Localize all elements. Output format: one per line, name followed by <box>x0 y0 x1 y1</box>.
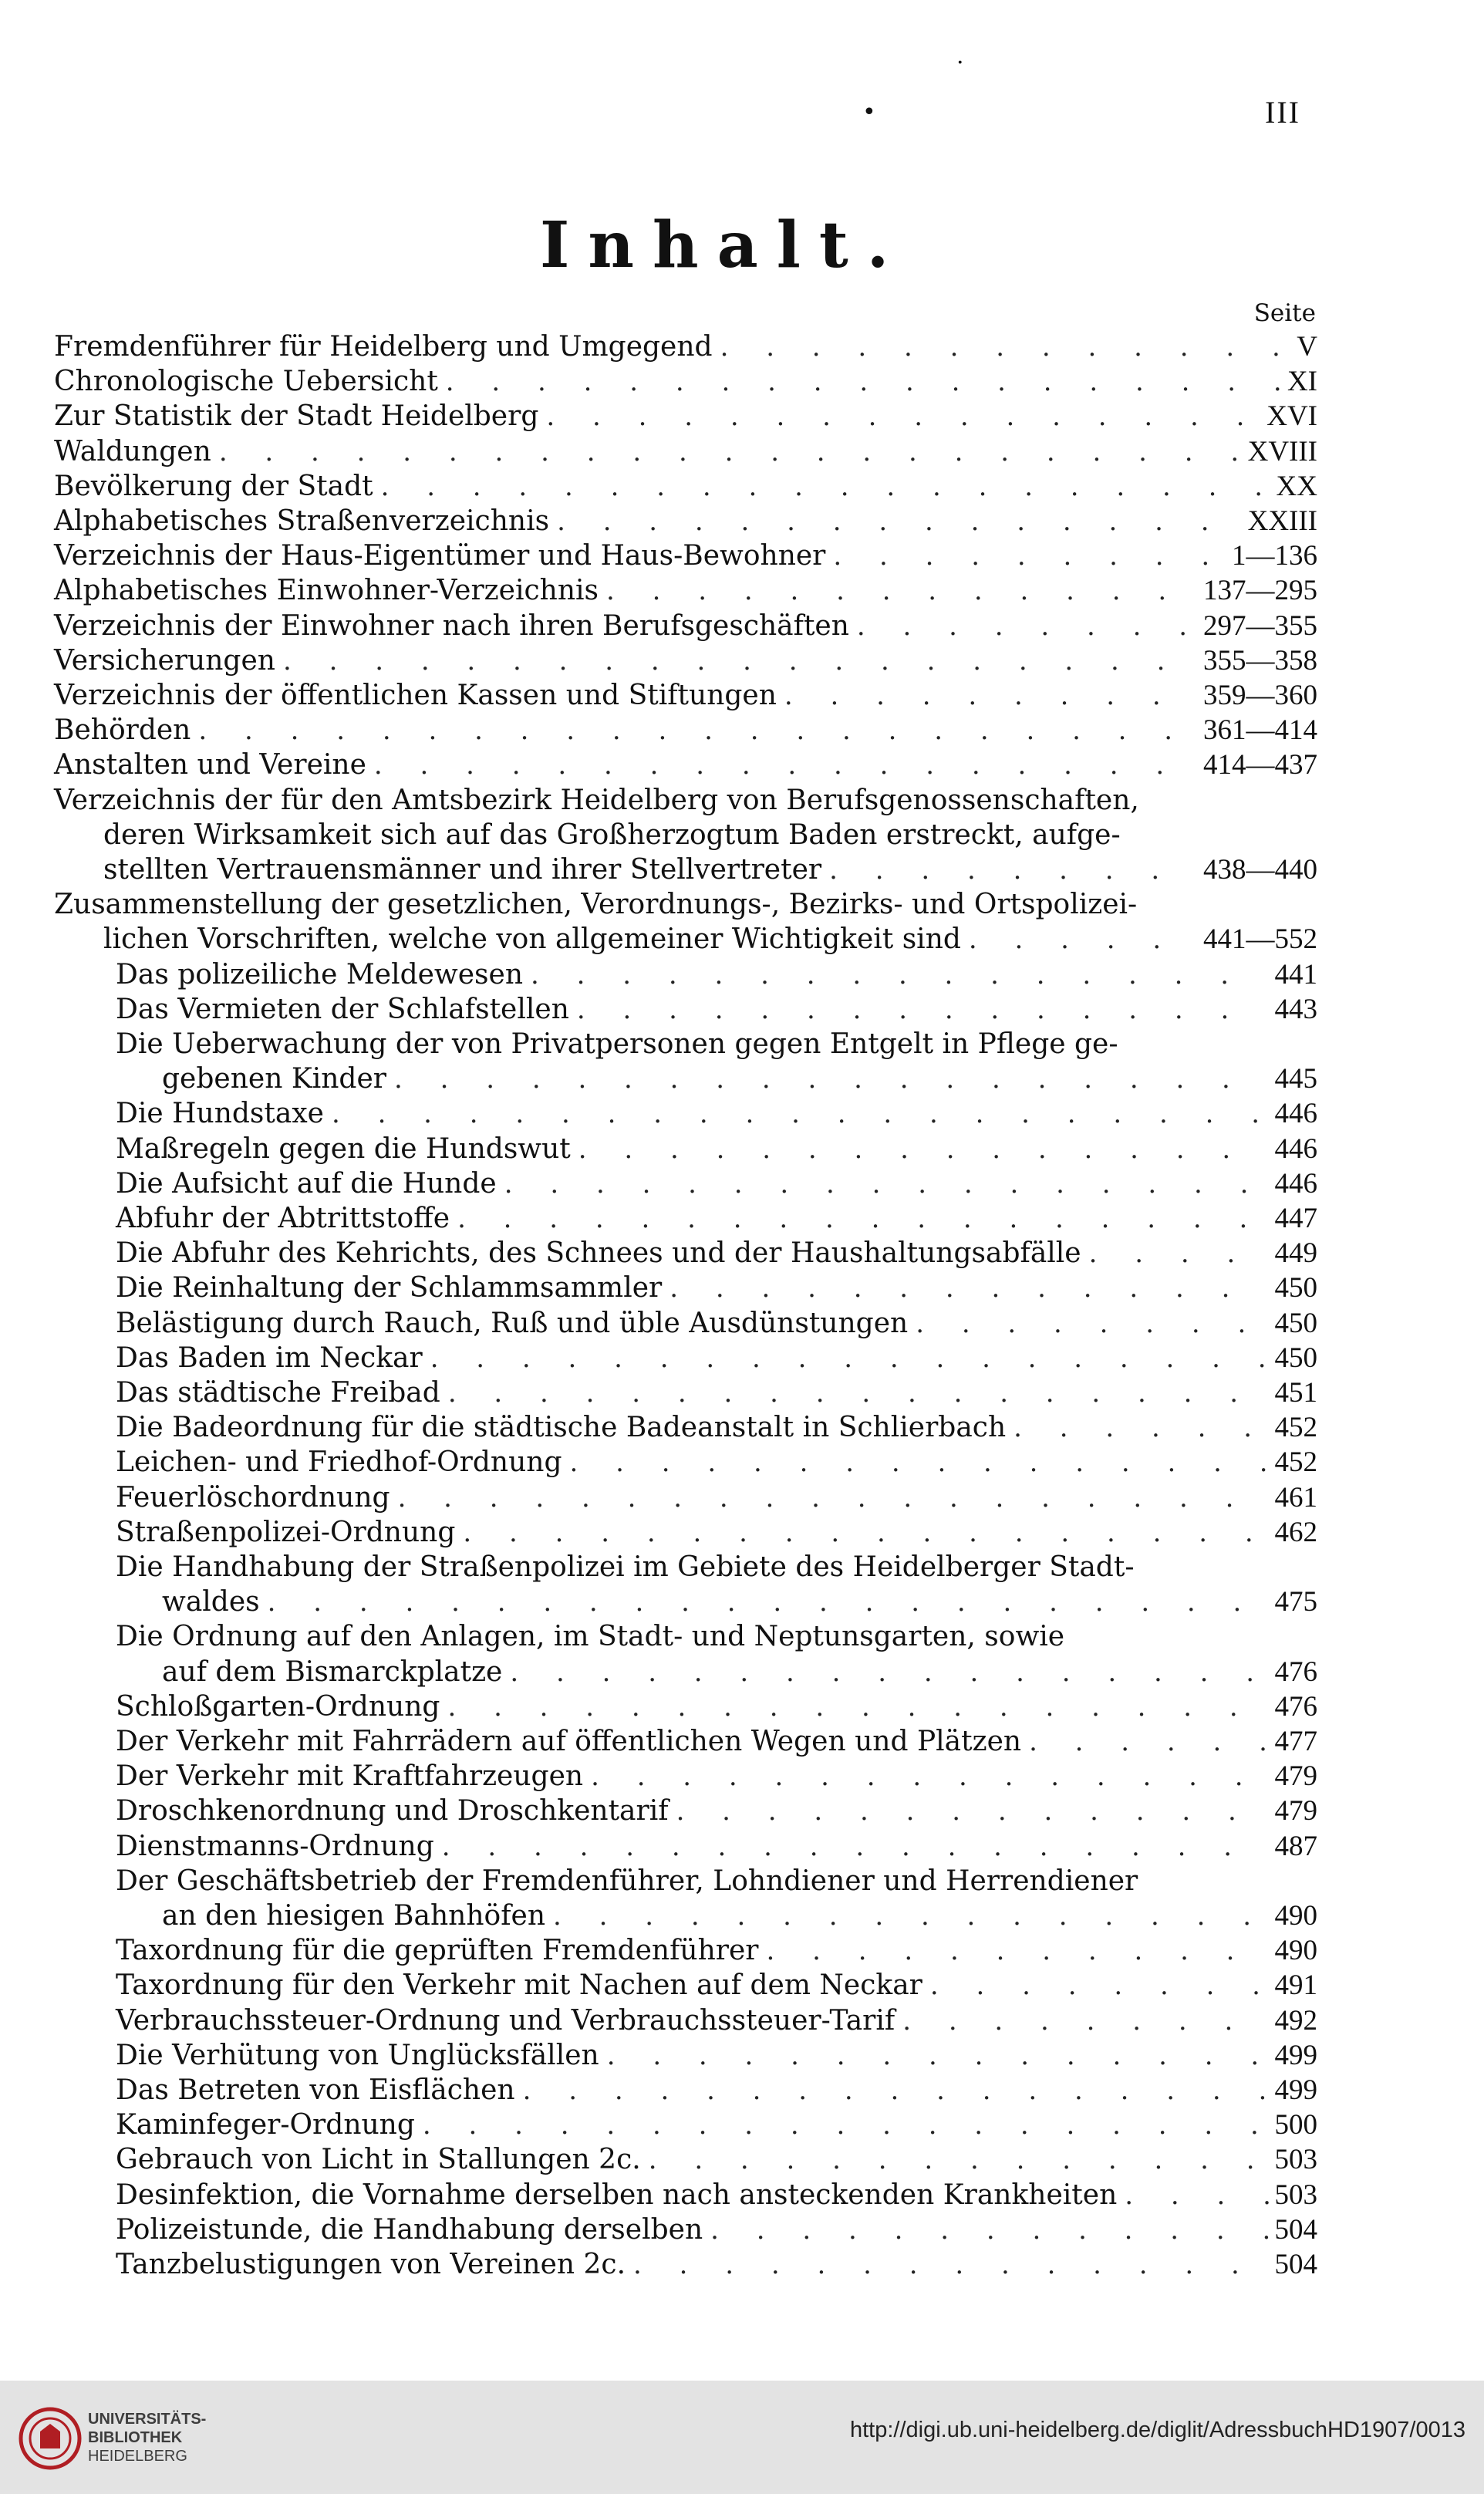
dot-leader <box>423 2108 1269 2142</box>
dot-leader <box>510 1655 1268 1689</box>
dot-leader <box>607 2039 1269 2073</box>
toc-entry <box>103 818 1317 852</box>
toc-entry-title: lichen Vorschriften, welche von allgemeiner Wichtigkeit sind <box>103 923 961 956</box>
page-column-label: Seite <box>1253 299 1316 327</box>
toc-entry <box>116 1202 1317 1236</box>
toc-entry-page: 1—136 <box>1232 540 1317 572</box>
toc-entry-title: an den hiesigen Bahnhöfen <box>162 1900 546 1932</box>
dot-leader <box>784 679 1197 713</box>
dot-leader <box>1145 1865 1304 1898</box>
dot-leader <box>457 1202 1268 1236</box>
toc-entry-page: 297—355 <box>1203 609 1317 642</box>
toc-entry <box>116 1307 1317 1341</box>
toc-entry <box>116 2039 1317 2073</box>
toc-entry <box>116 1271 1317 1305</box>
toc-entry-title: Der Verkehr mit Kraftfahrzeugen <box>116 1760 584 1793</box>
toc-entry-title: Die Hundstaxe <box>116 1098 324 1130</box>
toc-entry-page: 361—414 <box>1203 714 1317 747</box>
toc-entry-title: Tanzbelustigungen von Vereinen 2c. <box>116 2249 626 2280</box>
dot-leader <box>531 958 1268 992</box>
toc-entry-title: Die Ueberwachung der von Privatpersonen gegen Entgelt in Pflege ge- <box>116 1028 1118 1060</box>
toc-entry <box>116 1794 1317 1828</box>
dot-leader <box>504 1167 1269 1201</box>
toc-entry-page: 452 <box>1274 1412 1317 1444</box>
dot-leader <box>829 853 1197 887</box>
toc-entry <box>116 1934 1317 1968</box>
toc-entry-page: 499 <box>1274 2039 1317 2071</box>
toc-entry <box>54 714 1317 748</box>
logo-line: HEIDELBERG <box>88 2448 187 2465</box>
toc-entry <box>116 1725 1317 1759</box>
toc-entry-page: 137—295 <box>1203 575 1317 607</box>
dot-leader <box>930 1969 1269 2003</box>
toc-entry-title: Fremdenführer für Heidelberg und Umgegend <box>54 331 713 363</box>
toc-entry-title: Die Reinhaltung der Schlammsammler <box>116 1272 663 1304</box>
toc-entry-title: Desinfektion, die Vornahme derselben nach ansteckenden Krankheiten <box>116 2178 1118 2211</box>
toc-entry-title: Zur Statistik der Stadt Heidelberg <box>54 400 539 433</box>
dot-leader <box>578 1132 1269 1166</box>
toc-entry-title: Verzeichnis der für den Amtsbezirk Heidelberg von Berufsgenossenschaften, <box>54 784 1139 816</box>
toc-entry-title: Behörden <box>54 714 191 747</box>
toc-entry-title: Droschkenordnung und Droschkentarif <box>116 1795 669 1827</box>
toc-entry-title: Anstalten und Vereine <box>54 749 366 781</box>
toc-entry-page: 462 <box>1274 1516 1317 1548</box>
toc-entry-title: Die Handhabung der Straßenpolizei im Gebiete des Heidelberger Stadt- <box>116 1551 1135 1583</box>
dot-leader <box>448 1376 1269 1410</box>
toc-entry <box>116 1132 1317 1166</box>
toc-entry <box>116 1028 1317 1061</box>
toc-entry-title: Kaminfeger-Ordnung <box>116 2109 415 2141</box>
toc-entry-title: Das polizeiliche Meldewesen <box>116 958 524 991</box>
dot-leader <box>523 2074 1269 2108</box>
toc-entry-page: 441 <box>1274 958 1317 991</box>
toc-entry-title: Die Badeordnung für die städtische Badeanstalt in Schlierbach <box>116 1412 1007 1444</box>
dot-leader <box>1147 784 1304 818</box>
toc-entry-title: Bevölkerung der Stadt <box>54 470 373 502</box>
page-title: Inhalt. <box>540 208 908 282</box>
toc-entry <box>54 888 1317 922</box>
toc-entry-page: 452 <box>1274 1446 1317 1479</box>
toc-entry-title: Der Verkehr mit Fahrrädern auf öffentlichen Wegen und Plätzen <box>116 1726 1022 1757</box>
toc-entry-page: 499 <box>1274 2074 1317 2106</box>
toc-entry-page: 450 <box>1274 1341 1317 1374</box>
toc-entry <box>116 1167 1317 1201</box>
toc-entry-title: Das Vermieten der Schlafstellen <box>116 993 569 1025</box>
toc-entry-page: 504 <box>1274 2249 1317 2280</box>
toc-entry-page: 446 <box>1274 1167 1317 1200</box>
toc-entry <box>116 1620 1317 1654</box>
dot-leader <box>1128 818 1304 852</box>
toc-entry <box>54 574 1317 608</box>
toc-entry-page: 491 <box>1274 1969 1317 2002</box>
toc-entry-page: 447 <box>1274 1203 1317 1234</box>
dot-leader <box>833 539 1226 573</box>
toc-entry <box>162 1899 1317 1933</box>
toc-entry-title: Polizeistunde, die Handhabung derselben <box>116 2213 703 2246</box>
dot-leader <box>649 2143 1269 2177</box>
toc-entry-page: 479 <box>1274 1760 1317 1793</box>
toc-entry-page: 450 <box>1274 1272 1317 1304</box>
toc-entry <box>116 2178 1317 2212</box>
logo-line: BIBLIOTHEK <box>88 2429 183 2446</box>
toc-entry <box>54 400 1317 434</box>
toc-entry <box>116 1481 1317 1515</box>
toc-entry-page: 487 <box>1274 1830 1317 1862</box>
toc-entry <box>116 1341 1317 1375</box>
toc-entry-title: deren Wirksamkeit sich auf das Großherzogtum Baden erstreckt, aufge- <box>103 818 1121 851</box>
toc-entry <box>54 644 1317 678</box>
toc-entry <box>54 435 1317 469</box>
toc-entry-page: XXIII <box>1247 505 1317 537</box>
dot-leader <box>1142 1551 1304 1584</box>
dot-leader <box>219 435 1242 469</box>
toc-entry-title: Taxordnung für die geprüften Fremdenführer <box>116 1935 759 1967</box>
toc-entry-page: 451 <box>1274 1377 1317 1409</box>
toc-entry-title: Die Abfuhr des Kehrichts, des Schnees und der Haushaltungsabfälle <box>116 1237 1081 1270</box>
dot-leader <box>553 1899 1268 1933</box>
dot-leader <box>902 2004 1268 2038</box>
toc-entry <box>116 1376 1317 1410</box>
toc-entry <box>54 470 1317 504</box>
dot-leader <box>606 574 1197 608</box>
toc-entry-page: XX <box>1276 470 1317 502</box>
speck-mark: • <box>862 99 876 126</box>
toc-entry <box>54 679 1317 713</box>
toc-entry-title: Feuerlöschordnung <box>116 1481 390 1514</box>
toc-entry-title: Verzeichnis der Einwohner nach ihren Berufsgeschäften <box>54 609 849 642</box>
dot-leader <box>283 644 1197 678</box>
dot-leader <box>570 1446 1269 1480</box>
toc-entry-title: Abfuhr der Abtrittstoffe <box>116 1203 450 1234</box>
toc-entry-title: Verzeichnis der öffentlichen Kassen und Stiftungen <box>54 680 777 711</box>
library-logo-text <box>88 2410 206 2465</box>
toc-entry-title: Alphabetisches Straßenverzeichnis <box>54 505 550 537</box>
toc-entry-title: Dienstmanns-Ordnung <box>116 1830 434 1862</box>
dot-leader <box>374 748 1197 782</box>
toc-entry <box>116 2074 1317 2108</box>
dot-leader <box>381 470 1270 504</box>
toc-entry <box>116 1690 1317 1724</box>
toc-entry-title: Maßregeln gegen die Hundswut <box>116 1132 571 1165</box>
toc-entry-title: waldes <box>162 1586 260 1618</box>
dot-leader <box>591 1760 1268 1794</box>
toc-entry-title: Verbrauchssteuer-Ordnung und Verbrauchssteuer-Tarif <box>116 2004 895 2037</box>
toc-entry <box>103 853 1317 887</box>
dot-leader <box>398 1481 1269 1515</box>
toc-entry-title: Belästigung durch Rauch, Ruß und üble Ausdünstungen <box>116 1307 909 1339</box>
toc-entry <box>54 609 1317 643</box>
dot-leader <box>332 1097 1269 1131</box>
dot-leader <box>268 1585 1269 1619</box>
source-url-link[interactable]: http://digi.ub.uni-heidelberg.de/diglit/AdressbuchHD1907/0013 <box>849 2418 1465 2442</box>
toc-entry <box>116 2143 1317 2177</box>
dot-leader <box>447 1690 1268 1724</box>
toc-entry-page: 477 <box>1274 1726 1317 1757</box>
toc-entry <box>54 365 1317 399</box>
toc-entry <box>162 1655 1317 1689</box>
speck-mark: · <box>956 49 964 76</box>
toc-entry <box>116 1830 1317 1864</box>
dot-leader <box>198 714 1197 748</box>
toc-entry-page: 504 <box>1274 2213 1317 2246</box>
dot-leader <box>557 505 1242 538</box>
toc-entry-page: XI <box>1287 366 1317 398</box>
toc-entry-page: 503 <box>1274 2144 1317 2176</box>
toc-entry-page: 446 <box>1274 1132 1317 1165</box>
dot-leader <box>669 1271 1268 1305</box>
dot-leader <box>1089 1237 1269 1271</box>
toc-entry <box>103 923 1317 957</box>
toc-entry <box>116 1551 1317 1584</box>
toc-entry-page: 490 <box>1274 1900 1317 1932</box>
toc-entry-page: 461 <box>1274 1481 1317 1514</box>
toc-entry-title: stellten Vertrauensmänner und ihrer Stellvertreter <box>103 854 822 886</box>
toc-entry <box>54 784 1317 818</box>
toc-entry-title: Chronologische Uebersicht <box>54 366 438 398</box>
toc-entry-title: Das Betreten von Eisflächen <box>116 2074 515 2106</box>
toc-entry <box>116 1411 1317 1445</box>
toc-entry-page: 492 <box>1274 2004 1317 2037</box>
dot-leader <box>1125 2178 1268 2212</box>
toc-entry <box>116 1516 1317 1550</box>
toc-entry-title: gebenen Kinder <box>162 1063 386 1095</box>
page-number: III <box>1265 95 1300 130</box>
toc-entry <box>116 993 1317 1027</box>
toc-entry-title: Schloßgarten-Ordnung <box>116 1690 440 1723</box>
dot-leader <box>463 1516 1268 1550</box>
toc-entry-page: XVIII <box>1247 435 1317 467</box>
dot-leader <box>442 1830 1269 1864</box>
toc-entry-title: Alphabetisches Einwohner-Verzeichnis <box>54 575 599 607</box>
toc-entry <box>116 1237 1317 1271</box>
toc-entry <box>162 1585 1317 1619</box>
dot-leader <box>1126 1028 1304 1061</box>
toc-entry-title: Verzeichnis der Haus-Eigentümer und Haus-Bewohner <box>54 540 826 572</box>
toc-entry-title: Leichen- und Friedhof-Ordnung <box>116 1446 562 1479</box>
toc-entry <box>116 1446 1317 1480</box>
dot-leader <box>676 1794 1269 1828</box>
toc-entry-title: Taxordnung für den Verkehr mit Nachen auf dem Neckar <box>116 1969 922 2002</box>
toc-entry <box>116 2108 1317 2142</box>
toc-entry-page: 490 <box>1274 1935 1317 1967</box>
toc-entry-page: 476 <box>1274 1690 1317 1723</box>
toc-entry-page: 500 <box>1274 2109 1317 2141</box>
dot-leader <box>857 609 1197 643</box>
toc-entry <box>54 748 1317 782</box>
toc-entry-page: 446 <box>1274 1098 1317 1130</box>
toc-entry-page: 475 <box>1274 1586 1317 1618</box>
dot-leader <box>446 365 1281 399</box>
university-seal-icon <box>17 2405 83 2472</box>
dot-leader <box>767 1934 1269 1968</box>
toc-entry-title: Das städtische Freibad <box>116 1377 440 1409</box>
toc-entry-title: Gebrauch von Licht in Stallungen 2c. <box>116 2144 641 2176</box>
dot-leader <box>710 2213 1268 2247</box>
toc-entry-title: Die Aufsicht auf die Hunde <box>116 1167 497 1200</box>
toc-entry-page: 355—358 <box>1203 644 1317 677</box>
dot-leader <box>916 1307 1268 1341</box>
toc-entry <box>116 2248 1317 2282</box>
toc-entry-page: 479 <box>1274 1795 1317 1827</box>
toc-entry-title: Waldungen <box>54 435 211 467</box>
toc-entry-page: V <box>1297 331 1317 363</box>
toc-entry-page: 503 <box>1274 2178 1317 2211</box>
dot-leader <box>969 923 1197 957</box>
toc-entry <box>116 2004 1317 2038</box>
toc-entry-title: Die Ordnung auf den Anlagen, im Stadt- und Neptunsgarten, sowie <box>116 1621 1065 1653</box>
dot-leader <box>1072 1620 1304 1654</box>
toc-entry <box>162 1062 1317 1096</box>
toc-entry-page: 359—360 <box>1203 680 1317 711</box>
toc-entry <box>116 1969 1317 2003</box>
toc-entry <box>116 1097 1317 1131</box>
toc-entry <box>116 1760 1317 1794</box>
dot-leader <box>1029 1725 1268 1759</box>
toc-entry-page: XVI <box>1266 400 1317 433</box>
toc-entry-title: Das Baden im Neckar <box>116 1341 423 1374</box>
dot-leader <box>430 1341 1269 1375</box>
toc-entry <box>54 505 1317 538</box>
toc-entry-page: 476 <box>1274 1655 1317 1688</box>
toc-entry <box>116 2213 1317 2247</box>
toc-entry-title: Zusammenstellung der gesetzlichen, Verordnungs-, Bezirks- und Ortspolizei- <box>54 889 1138 921</box>
toc-entry-title: Versicherungen <box>54 644 275 677</box>
dot-leader <box>577 993 1269 1027</box>
toc-entry-title: Straßenpolizei-Ordnung <box>116 1516 456 1548</box>
toc-entry-page: 441—552 <box>1203 923 1317 956</box>
dot-leader <box>1014 1411 1268 1445</box>
toc-entry <box>116 1865 1317 1898</box>
toc-entry-page: 449 <box>1274 1237 1317 1270</box>
toc-entry-page: 450 <box>1274 1307 1317 1339</box>
toc-entry-page: 443 <box>1274 993 1317 1025</box>
toc-entry <box>54 330 1317 364</box>
toc-entry-title: Der Geschäftsbetrieb der Fremdenführer, Lohndiener und Herrendiener <box>116 1865 1138 1897</box>
dot-leader <box>546 400 1260 434</box>
dot-leader <box>1145 888 1304 922</box>
dot-leader <box>720 330 1291 364</box>
logo-line: UNIVERSITÄTS- <box>88 2411 207 2428</box>
toc-entry-title: Die Verhütung von Unglücksfällen <box>116 2039 599 2071</box>
toc-entry <box>116 958 1317 992</box>
toc-entry-title: auf dem Bismarckplatze <box>162 1655 503 1688</box>
dot-leader <box>394 1062 1269 1096</box>
toc-entry-page: 438—440 <box>1203 854 1317 886</box>
toc-entry-page: 445 <box>1274 1063 1317 1095</box>
dot-leader <box>633 2248 1268 2282</box>
toc-entry <box>54 539 1317 573</box>
toc-entry-page: 414—437 <box>1203 749 1317 781</box>
